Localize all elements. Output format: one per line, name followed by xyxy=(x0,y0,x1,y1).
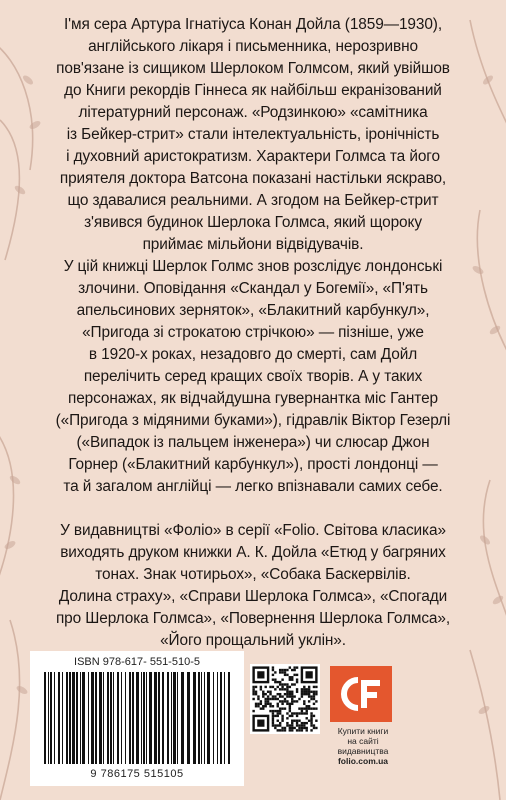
contents-line: У цій книжці Шерлок Голмс знов розслідує лондонські xyxy=(63,258,443,275)
contents-line: в 1920-х роках, незадовго до смерті, сам Дойл xyxy=(88,346,418,363)
series-paragraph xyxy=(22,520,484,652)
annotation-line: англійського лікаря і письменника, нерозривно xyxy=(88,38,418,55)
contents-line: персонажах, як відчайдушна гувернантка міс Гантер xyxy=(67,390,439,407)
contents-paragraph xyxy=(22,256,484,498)
publisher-logo-icon xyxy=(330,666,392,722)
annotation-paragraph xyxy=(24,14,482,256)
barcode-number: 9 786175 515105 xyxy=(90,768,184,780)
qr-code-icon xyxy=(250,664,320,734)
buy-line-3: видавництва xyxy=(337,746,389,756)
annotation-line: і духовний аристократизм. Характери Голмса та його xyxy=(66,148,440,165)
contents-line: «Пригода зі строкатою стрічкою» — пізніше, уже xyxy=(82,324,424,341)
annotation-line: що здавалися реальними. А згодом на Бейкер-стрит xyxy=(67,192,439,209)
series-line: «Його прощальний уклін». xyxy=(160,632,346,649)
barcode-panel xyxy=(30,651,244,786)
annotation-line: пов'язане із сищиком Шерлоком Голмсом, який увійшов xyxy=(56,60,450,77)
buy-line-2: на сайті xyxy=(347,736,379,746)
contents-line: злочини. Оповідання «Скандал у Богемії», «П'ять xyxy=(78,280,428,297)
contents-line: перелічить серед кращих своїх творів. А у таких xyxy=(83,368,423,385)
annotation-line: приймає мільйони відвідувачів. xyxy=(142,236,364,253)
series-line: У видавництві «Фоліо» в серії «Folio. Світова класика» xyxy=(60,522,446,539)
annotation-line: приятеля доктора Ватсона показані настільки яскраво, xyxy=(59,170,447,187)
annotation-line: літературний персонаж. «Родзинкою» «самітника xyxy=(78,104,428,121)
publisher-site-link[interactable]: folio.com.ua xyxy=(337,756,389,766)
contents-line: та й загалом англійці — легко впізнавали самих себе. xyxy=(63,478,443,495)
buy-online-text xyxy=(328,726,398,766)
series-line: про Шерлока Голмса», «Повернення Шерлока Голмса», xyxy=(55,610,451,627)
series-line: Долина страху», «Справи Шерлока Голмса», «Спогади xyxy=(58,588,448,605)
contents-line: апельсинових зерняток», «Блакитний карбункул», xyxy=(76,302,430,319)
annotation-line: з'явився будинок Шерлока Голмса, який щороку xyxy=(84,214,422,231)
annotation-line: до Книги рекордів Гіннеса як найбільш екранізований xyxy=(64,82,442,99)
isbn-text: ISBN 978-617- 551-510-5 xyxy=(74,656,200,668)
contents-line: Горнер («Блакитний карбункул»), прості лондонці — xyxy=(68,456,438,473)
contents-line: («Випадок із пальцем інженера») чи слюсар Джон xyxy=(76,434,430,451)
barcode-graphic xyxy=(36,672,238,766)
buy-line-1: Купити книги xyxy=(337,726,389,736)
series-line: виходять друком книжки А. К. Дойла «Етюд у багряних xyxy=(60,544,446,561)
annotation-line: із Бейкер-стрит» стали інтелектуальність, іронічність xyxy=(66,126,440,143)
publisher-logo-graphic xyxy=(330,666,392,722)
annotation-line: І'мя сера Артура Ігнатіуса Конан Дойла (1859—1930), xyxy=(63,16,443,33)
contents-line: («Пригода з мідяними буками»), гідравлік Віктор Гезерлі xyxy=(55,412,451,429)
series-line: тонах. Знак чотирьох», «Собака Баскервілів. xyxy=(95,566,411,583)
